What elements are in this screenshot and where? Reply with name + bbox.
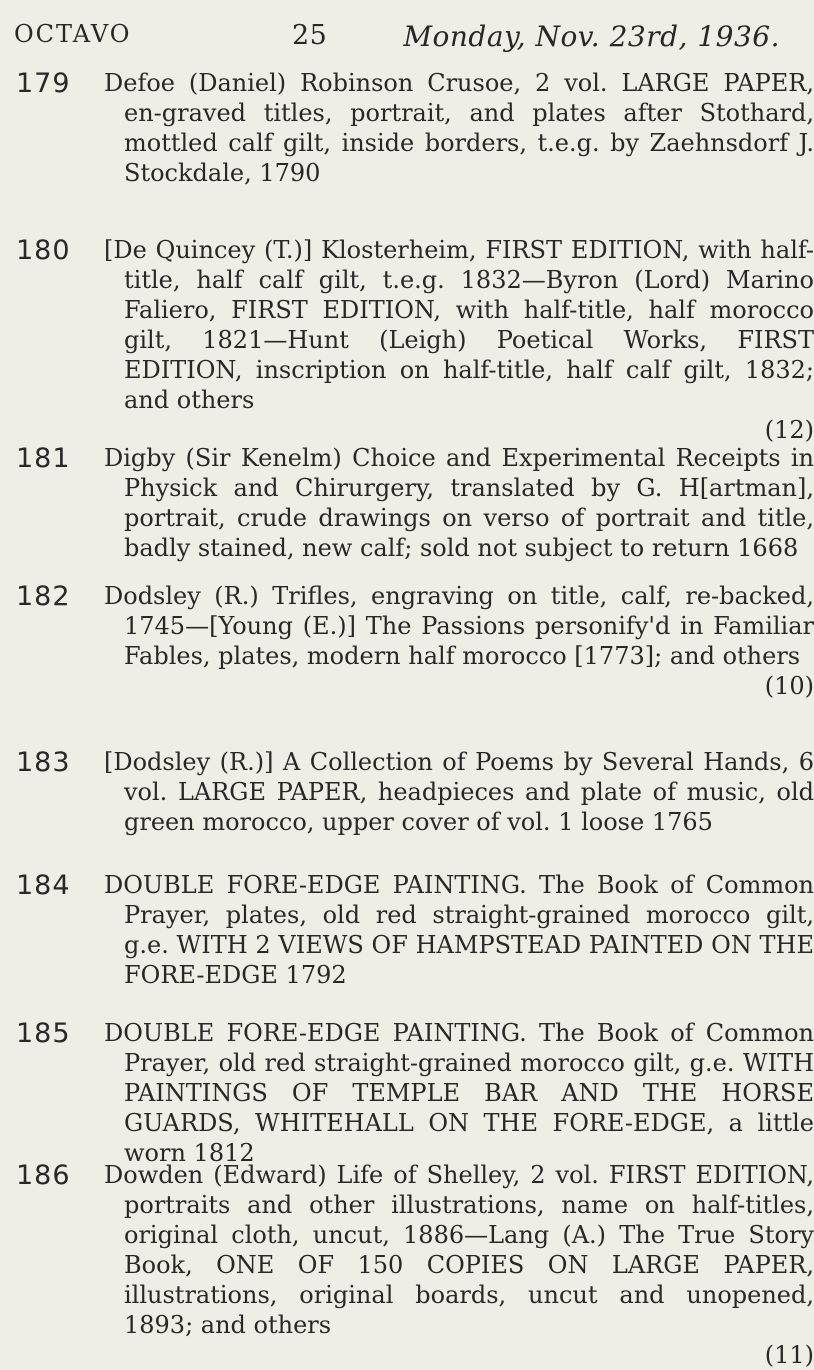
lot-description: DOUBLE FORE-EDGE PAINTING. The Book of Common Prayer, old red straight-grained morocco gilt, g.e. WITH PAINTINGS OF TEMPLE BAR AND THE HORSE GUARDS, WHITEHALL ON THE FORE-EDGE, a little worn 1812 — [104, 1019, 814, 1167]
section-title: OCTAVO — [14, 20, 132, 48]
page-header — [14, 20, 786, 60]
lot-number: 181 — [16, 443, 71, 474]
lot-description — [104, 235, 814, 445]
lot-number: 182 — [16, 581, 71, 612]
lot-description: DOUBLE FORE-EDGE PAINTING. The Book of Common Prayer, plates, old red straight-grained morocco gilt, g.e. WITH 2 VIEWS OF HAMPSTEAD PAINTED ON THE FORE-EDGE 1792 — [104, 871, 814, 989]
lot-number: 184 — [16, 870, 71, 901]
lot-number: 185 — [16, 1018, 71, 1049]
lot-description — [104, 581, 814, 701]
lot-quantity: (12) — [764, 416, 814, 444]
lot-quantity: (11) — [764, 1341, 814, 1369]
lot-description — [104, 1160, 814, 1370]
page-number: 25 — [292, 20, 328, 51]
lot-text: Dodsley (R.) Trifles, engraving on title, calf, re-backed, 1745—[Young (E.)] The Passions personify'd in Familiar Fables, plates, modern half morocco [1773]; and others — [104, 582, 814, 670]
lot-description: Digby (Sir Kenelm) Choice and Experimental Receipts in Physick and Chirurgery, translated by G. H[artman], portrait, crude drawings on verso of portrait and title, badly stained, new calf; sold not subject to return 1668 — [104, 444, 814, 562]
lot-number: 179 — [16, 68, 71, 99]
lot-number: 186 — [16, 1160, 71, 1191]
lot-description: [Dodsley (R.)] A Collection of Poems by Several Hands, 6 vol. LARGE PAPER, headpieces and plate of music, old green morocco, upper cover of vol. 1 loose 1765 — [104, 748, 814, 836]
lot-text: [De Quincey (T.)] Klosterheim, FIRST EDITION, with half-title, half calf gilt, t.e.g. 1832—Byron (Lord) Marino Faliero, FIRST EDITION, with half-title, half morocco gilt, 1821—Hunt (Leigh) Poetical Works, FIRST EDITION, inscription on half-title, half calf gilt, 1832; and others — [104, 236, 814, 414]
lot-description: Defoe (Daniel) Robinson Crusoe, 2 vol. LARGE PAPER, en-graved titles, portrait, and plates after Stothard, mottled calf gilt, inside borders, t.e.g. by Zaehnsdorf J. Stockdale, 1790 — [104, 69, 814, 187]
lot-number: 183 — [16, 747, 71, 778]
lot-quantity: (10) — [764, 672, 814, 700]
lot-number: 180 — [16, 235, 71, 266]
sale-date: Monday, Nov. 23rd, 1936. — [403, 20, 780, 53]
lot-text: Dowden (Edward) Life of Shelley, 2 vol. FIRST EDITION, portraits and other illustrations, name on half-titles, original cloth, uncut, 1886—Lang (A.) The True Story Book, ONE OF 150 COPIES ON LARGE PAPER, illustrations, original boards, uncut and unopened, 1893; and others — [104, 1161, 814, 1339]
